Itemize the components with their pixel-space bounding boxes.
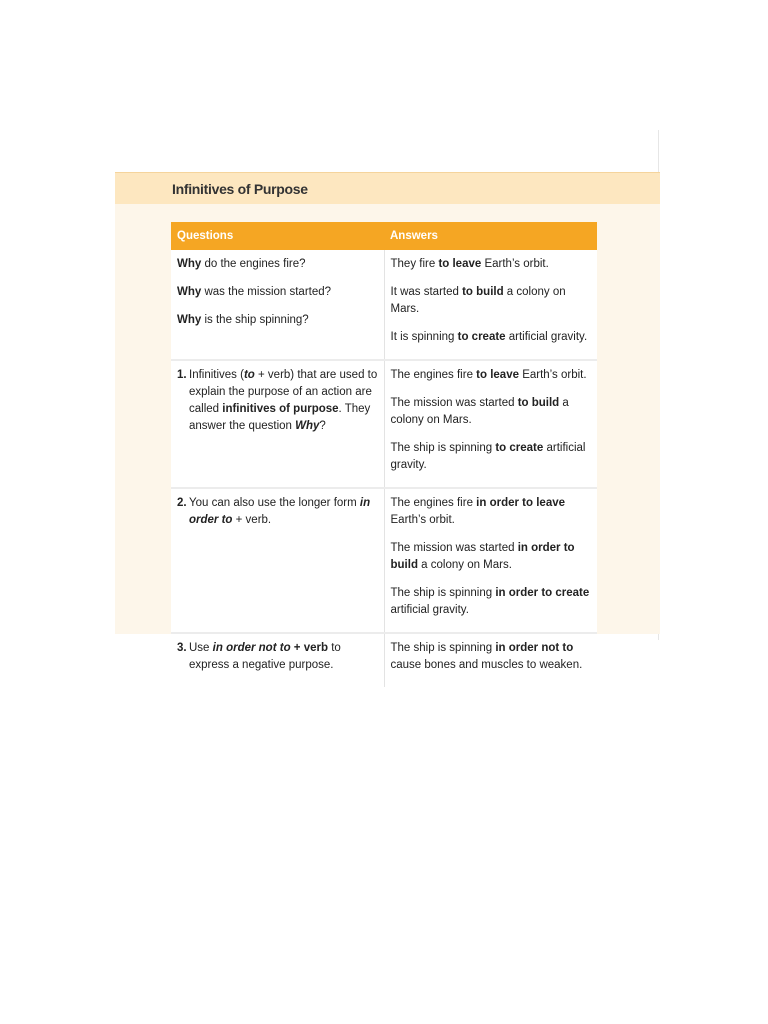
answer-pre: The mission was started	[390, 397, 518, 409]
example-answer-2	[391, 284, 592, 318]
question-word: Why	[177, 286, 202, 298]
table-row-rule-3	[171, 633, 597, 687]
rule-body	[189, 367, 378, 435]
answer-post: a colony on Mars.	[417, 559, 512, 571]
answer-post: Earth’s orbit.	[481, 258, 549, 270]
title-band	[115, 172, 660, 204]
rule-text: Infinitives (	[189, 369, 244, 381]
answer-infinitive: in order to leave	[476, 497, 566, 509]
table-header-row	[171, 222, 597, 250]
header-answers: Answers	[384, 222, 597, 250]
rule-2-text	[177, 495, 378, 529]
answer-infinitive: in order to create	[495, 587, 590, 599]
examples-answers-cell	[384, 250, 597, 360]
grammar-panel	[115, 172, 660, 671]
table-row-rule-1	[171, 360, 597, 488]
rule-3-answer-1	[391, 640, 592, 674]
rule-text: ?	[319, 420, 326, 432]
question-rest: do the engines fire?	[201, 258, 306, 270]
question-rest: was the mission started?	[201, 286, 332, 298]
example-question-1	[177, 256, 378, 273]
rule-body	[189, 495, 378, 529]
answer-pre: It was started	[390, 286, 463, 298]
answer-post: a colony on Mars.	[390, 397, 569, 426]
rule-2-cell	[171, 488, 384, 633]
answer-post: artificial gravity.	[505, 331, 588, 343]
table-row-rule-2	[171, 488, 597, 633]
answer-infinitive: to create	[457, 331, 506, 343]
answer-post: Earth’s orbit.	[390, 514, 455, 526]
rule-number: 1.	[177, 369, 187, 381]
table-row-examples	[171, 250, 597, 360]
examples-questions-cell	[171, 250, 384, 360]
rule-number: 2.	[177, 497, 187, 509]
answer-post: a colony on Mars.	[390, 286, 566, 315]
answer-post: artificial gravity.	[390, 442, 586, 471]
rule-text: to	[243, 369, 255, 381]
answer-post: artificial gravity.	[390, 604, 469, 616]
answer-pre: The mission was started	[390, 542, 518, 554]
rule-text: + verb	[290, 642, 328, 654]
rule-body	[189, 640, 378, 674]
rule-text: to express a negative purpose.	[189, 642, 341, 671]
answer-infinitive: to build	[517, 397, 560, 409]
answer-infinitive: to leave	[476, 369, 519, 381]
rule-1-answer-3	[391, 440, 592, 474]
header-questions: Questions	[171, 222, 384, 250]
answer-infinitive: in order to build	[390, 542, 575, 571]
answer-infinitive: in order not to	[495, 642, 574, 654]
rule-text: + verb) that are used to explain the purpose of an action are called	[189, 369, 378, 415]
rule-2-answer-3	[391, 585, 592, 619]
answer-pre: They fire	[390, 258, 439, 270]
rule-3-cell	[171, 633, 384, 687]
rule-text: in order to	[189, 497, 371, 526]
answer-pre: The ship is spinning	[390, 642, 496, 654]
rule-1-cell	[171, 360, 384, 488]
panel-title: Infinitives of Purpose	[172, 181, 308, 197]
example-answer-1	[391, 256, 592, 273]
answer-infinitive: to leave	[438, 258, 482, 270]
rule-1-answer-1	[391, 367, 592, 384]
example-answer-3	[391, 329, 592, 346]
rule-term: infinitives of purpose	[222, 403, 339, 415]
example-question-2	[177, 284, 378, 301]
rule-number: 3.	[177, 642, 187, 654]
rule-text: Use	[189, 642, 213, 654]
answer-infinitive: to build	[462, 286, 504, 298]
rule-text: in order not to	[212, 642, 291, 654]
rule-3-answers-cell	[384, 633, 597, 687]
rule-3-text	[177, 640, 378, 674]
rule-1-text	[177, 367, 378, 435]
answer-pre: The ship is spinning	[390, 442, 496, 454]
example-question-3	[177, 312, 378, 329]
rule-text: Why	[295, 420, 320, 432]
rule-2-answer-2	[391, 540, 592, 574]
rule-2-answer-1	[391, 495, 592, 529]
answer-pre: The engines fire	[390, 497, 477, 509]
rule-text: + verb.	[232, 514, 272, 526]
answer-pre: The ship is spinning	[390, 587, 496, 599]
answer-infinitive: to create	[495, 442, 544, 454]
answer-post: Earth’s orbit.	[519, 369, 587, 381]
question-word: Why	[177, 258, 202, 270]
question-rest: is the ship spinning?	[201, 314, 309, 326]
rule-1-answer-2	[391, 395, 592, 429]
rule-2-answers-cell	[384, 488, 597, 633]
answer-pre: It is spinning	[390, 331, 458, 343]
answer-pre: The engines fire	[390, 369, 477, 381]
question-word: Why	[177, 314, 202, 326]
grammar-table	[171, 222, 597, 687]
rule-text: . They answer the question	[189, 403, 371, 432]
answer-post: cause bones and muscles to weaken.	[390, 659, 583, 671]
rule-text: You can also use the longer form	[189, 497, 360, 509]
rule-1-answers-cell	[384, 360, 597, 488]
